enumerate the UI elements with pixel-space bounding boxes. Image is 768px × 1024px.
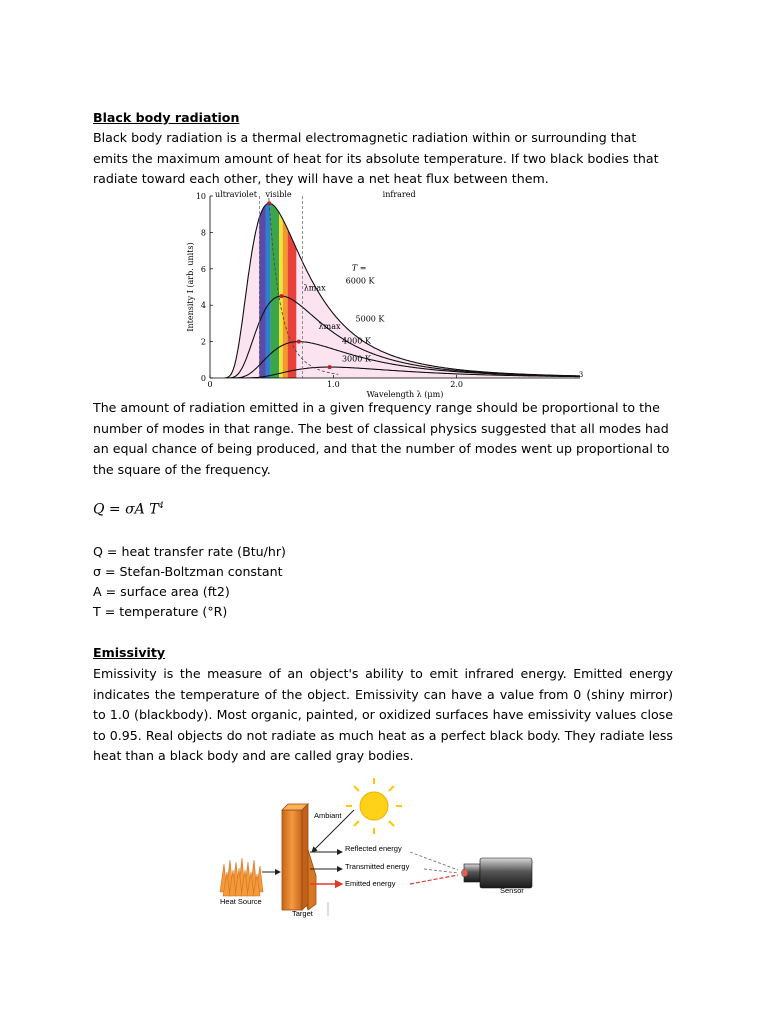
y-tick-label: 0 [200, 374, 206, 383]
label-sensor: Sensor [500, 886, 524, 895]
sensor-device [461, 858, 532, 888]
equation-exponent: 4 [158, 501, 164, 510]
y-tick-label: 2 [200, 337, 206, 347]
region-label-visible: visible [265, 190, 292, 199]
region-label-infrared: infrared [382, 190, 416, 199]
x-tick-label: 0 [207, 380, 213, 389]
x-tick-label: 1.0 [326, 380, 340, 389]
paragraph-modes: The amount of radiation emitted in a given frequency range should be proportional to the number of modes in that range. The best of classical physics suggested that all modes had an equal chance of being produced, and that the number of modes went up proportional to the square of the frequency. [93, 400, 670, 477]
series-label: 4000 K [341, 336, 371, 346]
y-axis-label: Intensity I (arb. units) [186, 242, 195, 332]
lambda-max-label: λmax [318, 321, 341, 331]
x-tick-label: 2.0 [450, 380, 464, 389]
series-label: 3000 K [341, 354, 371, 364]
y-tick-label: 6 [200, 264, 206, 274]
stefan-boltzmann-equation: Q = σA $T^4$ [93, 501, 164, 518]
y-tick-label: 10 [195, 192, 206, 201]
y-tick-label: 8 [200, 228, 206, 238]
label-heat-source: Heat Source [220, 897, 262, 906]
target-slab [282, 804, 316, 910]
equation-lhs: Q [93, 501, 105, 518]
label-target: Target [292, 909, 313, 918]
legend-title: T = [351, 263, 367, 273]
emissivity-diagram [214, 776, 534, 922]
spectrum-band-1 [266, 203, 271, 378]
flame-icon [220, 858, 263, 896]
peak-marker-2 [297, 340, 301, 344]
spectrum-band-4 [283, 219, 288, 378]
series-label: 6000 K [345, 276, 375, 286]
equation-rhs: σA T [125, 501, 159, 518]
peak-marker-1 [280, 294, 284, 298]
lambda-max-label: λmax [303, 283, 326, 293]
label-transmitted: Transmitted energy [345, 862, 410, 871]
label-ambient: Ambiant [314, 811, 342, 820]
spectrum-band-0 [259, 205, 265, 378]
definition-t: T = temperature (°R) [93, 604, 228, 619]
label-emitted: Emitted energy [345, 879, 396, 888]
label-reflected: Reflected energy [345, 844, 402, 853]
blackbody-chart [182, 186, 586, 400]
definition-a: A = surface area (ft2) [93, 584, 230, 599]
spectrum-band-5 [288, 229, 297, 378]
emissivity-paragraph: Emissivity is the measure of an object's ability to emit infrared energy. Emitted energy indicates the temperature of the object. Emissivity can have a value from 0 (shiny mirror) to 1.0 (blackbody). Most organic, painted, or oxidized surfaces have emissivity values close to 0.95. Real objects do not radiate as much heat as a perfect black body. They radiate less heat than a black body and are called gray bodies. [93, 666, 673, 764]
x-edge-tick: 3 [578, 371, 584, 379]
series-label: 5000 K [355, 314, 385, 324]
region-label-ultraviolet: ultraviolet [215, 190, 257, 199]
definition-sigma: σ = Stefan-Boltzman constant [93, 564, 283, 579]
y-tick-label: 4 [200, 301, 206, 311]
intro-paragraph: Black body radiation is a thermal electromagnetic radiation within or surrounding that emits the maximum amount of heat for its absolute temperature. If two black bodies that radiate toward each other, they will have a net heat flux between them. [93, 130, 659, 187]
sun-icon [346, 778, 402, 834]
heading-emissivity: Emissivity [93, 645, 166, 660]
x-axis-label: Wavelength λ (μm) [366, 390, 444, 399]
peak-marker-3 [328, 365, 332, 369]
heading-black-body: Black body radiation [93, 110, 240, 125]
definition-q: Q = heat transfer rate (Btu/hr) [93, 544, 286, 559]
spectrum-band-2 [270, 204, 279, 379]
